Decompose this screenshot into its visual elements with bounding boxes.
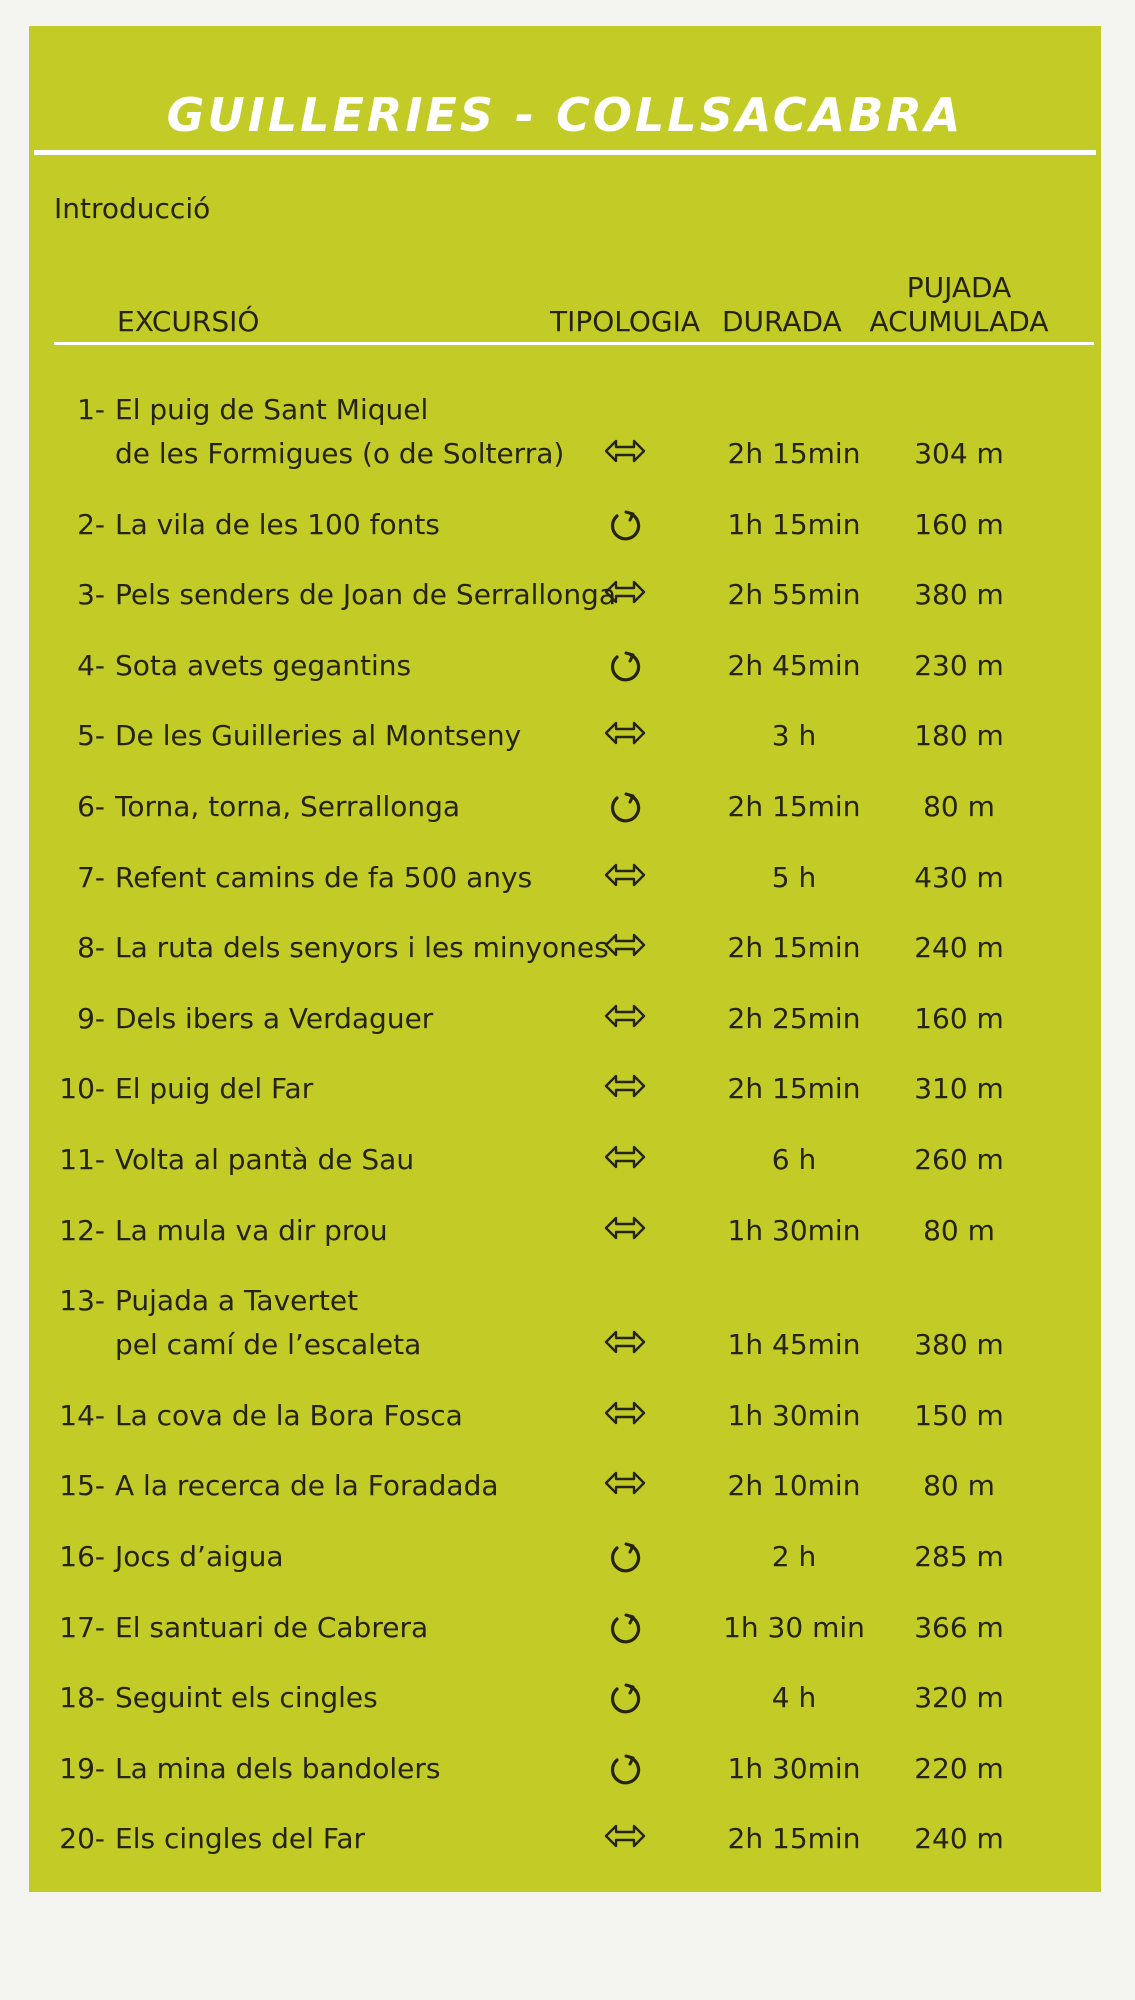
route-number: 3-	[77, 578, 105, 612]
route-row	[29, 1284, 1101, 1372]
circular-arrow-icon	[603, 509, 647, 541]
route-ascent: 80 m	[923, 1469, 995, 1503]
route-number: 12-	[59, 1213, 105, 1247]
route-number: 20-	[59, 1822, 105, 1856]
route-ascent: 80 m	[923, 790, 995, 823]
intro-label: Introducció	[54, 192, 211, 225]
route-name: El santuari de Cabrera	[115, 1610, 429, 1644]
route-number: 6-	[77, 790, 105, 823]
route-row	[29, 1822, 1101, 1866]
route-name: Dels ibers a Verdaguer	[115, 1001, 434, 1035]
route-ascent: 430 m	[914, 860, 1004, 894]
double-arrow-icon	[603, 438, 647, 470]
route-name: Jocs d’aigua	[115, 1540, 284, 1573]
route-row	[29, 393, 1101, 481]
route-row	[29, 578, 1101, 622]
double-arrow-icon	[603, 720, 647, 752]
route-number: 8-	[77, 931, 105, 965]
route-ascent: 320 m	[914, 1681, 1004, 1715]
route-duration: 2h 15min	[727, 437, 861, 470]
header-tipologia: TIPOLOGIA	[550, 305, 701, 338]
route-name: Pels senders de Joan de Serrallonga	[115, 578, 616, 612]
route-name: Seguint els cingles	[115, 1681, 378, 1715]
route-name: Pujada a Tavertet	[115, 1284, 359, 1318]
route-row	[29, 1002, 1101, 1046]
double-arrow-icon	[603, 1215, 647, 1247]
route-ascent: 220 m	[914, 1751, 1004, 1785]
route-number: 10-	[59, 1072, 105, 1106]
route-duration: 3 h	[771, 719, 817, 753]
route-row	[29, 1072, 1101, 1116]
route-panel	[29, 26, 1101, 1892]
double-arrow-icon	[603, 1400, 647, 1432]
route-number: 18-	[59, 1681, 105, 1715]
route-duration: 1h 15min	[727, 507, 861, 541]
route-row	[29, 1469, 1101, 1513]
route-duration: 1h 30min	[727, 1751, 861, 1785]
route-name: Torna, torna, Serrallonga	[115, 790, 461, 823]
route-row	[29, 931, 1101, 975]
route-number: 1-	[77, 393, 105, 426]
double-arrow-icon	[603, 1470, 647, 1502]
route-number: 19-	[59, 1751, 105, 1785]
route-row	[29, 861, 1101, 905]
route-duration: 2h 15min	[727, 1822, 861, 1856]
route-name: A la recerca de la Foradada	[115, 1469, 499, 1503]
route-duration: 2h 25min	[727, 1001, 861, 1035]
route-ascent: 160 m	[914, 1001, 1004, 1035]
route-row	[29, 1214, 1101, 1258]
route-duration: 2h 15min	[727, 931, 861, 965]
route-name: La vila de les 100 fonts	[115, 507, 440, 541]
header-excursio: EXCURSIÓ	[117, 305, 260, 338]
route-ascent: 310 m	[914, 1072, 1004, 1106]
route-ascent: 304 m	[914, 437, 1004, 470]
route-number: 15-	[59, 1469, 105, 1503]
double-arrow-icon	[603, 1144, 647, 1176]
header-pujada: PUJADA ACUMULADA	[869, 271, 1049, 338]
route-name: El puig del Far	[115, 1072, 314, 1106]
route-ascent: 230 m	[914, 648, 1004, 682]
circular-arrow-icon	[603, 650, 647, 682]
route-duration: 2h 15min	[727, 790, 861, 823]
route-name: La mula va dir prou	[115, 1213, 388, 1247]
route-name: El puig de Sant Miquel	[115, 393, 429, 426]
route-number: 5-	[77, 719, 105, 753]
header-durada: DURADA	[722, 305, 842, 338]
circular-arrow-icon	[603, 1541, 647, 1573]
route-number: 14-	[59, 1398, 105, 1432]
route-name: Sota avets gegantins	[115, 648, 412, 682]
route-name: La ruta dels senyors i les minyones	[115, 931, 609, 965]
route-name: Els cingles del Far	[115, 1822, 366, 1856]
route-ascent: 160 m	[914, 507, 1004, 541]
circular-arrow-icon	[603, 1682, 647, 1714]
route-duration: 2h 55min	[727, 578, 861, 612]
route-row	[29, 1611, 1101, 1655]
route-number: 11-	[59, 1143, 105, 1176]
route-ascent: 380 m	[914, 1328, 1004, 1362]
circular-arrow-icon	[603, 791, 647, 823]
route-number: 16-	[59, 1540, 105, 1573]
circular-arrow-icon	[603, 1753, 647, 1785]
route-duration: 2h 10min	[727, 1469, 861, 1503]
route-ascent: 240 m	[914, 1822, 1004, 1856]
circular-arrow-icon	[603, 1612, 647, 1644]
double-arrow-icon	[603, 1329, 647, 1361]
route-row	[29, 1399, 1101, 1443]
route-duration: 2h 15min	[727, 1072, 861, 1106]
route-duration: 1h 30min	[727, 1213, 861, 1247]
header-divider	[54, 342, 1094, 345]
route-name: La cova de la Bora Fosca	[115, 1398, 463, 1432]
route-row	[29, 649, 1101, 693]
route-row	[29, 719, 1101, 763]
double-arrow-icon	[603, 932, 647, 964]
route-duration: 1h 45min	[727, 1328, 861, 1362]
route-row	[29, 790, 1101, 834]
route-name: De les Guilleries al Montseny	[115, 719, 522, 753]
route-number: 4-	[77, 648, 105, 682]
route-ascent: 260 m	[914, 1143, 1004, 1176]
double-arrow-icon	[603, 1003, 647, 1035]
route-number: 17-	[59, 1610, 105, 1644]
route-duration: 2h 45min	[727, 648, 861, 682]
route-name: Volta al pantà de Sau	[115, 1143, 415, 1176]
route-duration: 5 h	[771, 860, 817, 894]
route-ascent: 285 m	[914, 1540, 1004, 1573]
route-ascent: 380 m	[914, 578, 1004, 612]
route-name: Refent camins de fa 500 anys	[115, 860, 533, 894]
double-arrow-icon	[603, 1823, 647, 1855]
route-ascent: 366 m	[914, 1610, 1004, 1644]
route-name: pel camí de l’escaleta	[115, 1328, 422, 1362]
route-number: 2-	[77, 507, 105, 541]
double-arrow-icon	[603, 579, 647, 611]
route-duration: 1h 30 min	[723, 1610, 865, 1644]
route-name: de les Formigues (o de Solterra)	[115, 437, 565, 470]
route-ascent: 80 m	[923, 1213, 995, 1247]
route-duration: 4 h	[771, 1681, 817, 1715]
route-number: 9-	[77, 1001, 105, 1035]
title-divider	[34, 150, 1096, 155]
double-arrow-icon	[603, 1073, 647, 1105]
route-row	[29, 1681, 1101, 1725]
route-ascent: 150 m	[914, 1398, 1004, 1432]
route-number: 7-	[77, 860, 105, 894]
page-title: GUILLERIES - COLLSACABRA	[166, 88, 964, 142]
route-ascent: 240 m	[914, 931, 1004, 965]
route-duration: 2 h	[771, 1540, 817, 1573]
route-row	[29, 1540, 1101, 1584]
route-duration: 1h 30min	[727, 1398, 861, 1432]
route-row	[29, 1752, 1101, 1796]
route-row	[29, 508, 1101, 552]
double-arrow-icon	[603, 862, 647, 894]
route-ascent: 180 m	[914, 719, 1004, 753]
route-number: 13-	[59, 1284, 105, 1318]
route-duration: 6 h	[771, 1143, 817, 1176]
route-row	[29, 1143, 1101, 1187]
route-name: La mina dels bandolers	[115, 1751, 441, 1785]
